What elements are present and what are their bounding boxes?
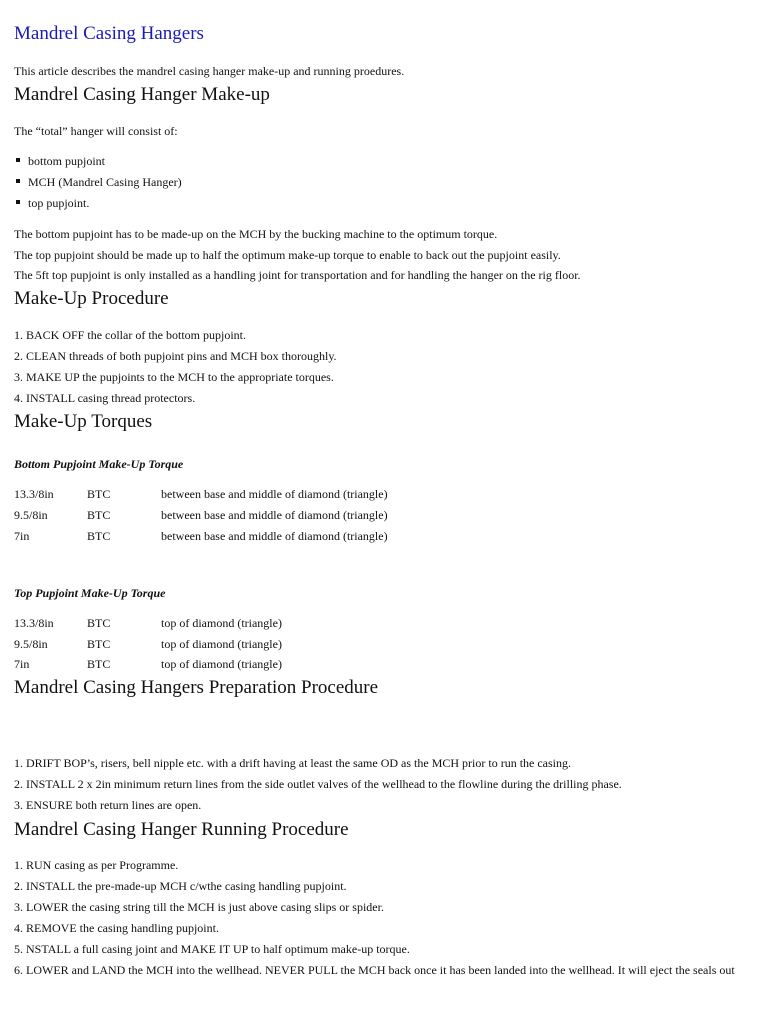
table-cell-thread: BTC xyxy=(87,616,111,630)
procedure-step: 1. BACK OFF the collar of the bottom pupjoint. xyxy=(14,328,246,342)
bottom-torque-heading: Bottom Pupjoint Make-Up Torque xyxy=(14,457,184,471)
makeup-lead: The “total” hanger will consist of: xyxy=(14,124,178,138)
bullet-icon xyxy=(16,179,20,183)
table-cell-thread: BTC xyxy=(87,487,111,501)
running-step: 3. LOWER the casing string till the MCH is just above casing slips or spider. xyxy=(14,900,384,914)
table-cell-thread: BTC xyxy=(87,657,111,671)
page-title: Mandrel Casing Hangers xyxy=(14,23,204,44)
top-torque-heading: Top Pupjoint Make-Up Torque xyxy=(14,586,166,600)
table-cell-torque: top of diamond (triangle) xyxy=(161,637,282,651)
preparation-step: 3. ENSURE both return lines are open. xyxy=(14,798,202,812)
preparation-step: 2. INSTALL 2 x 2in minimum return lines from the side outlet valves of the wellhead to the flowline during the drilling phase. xyxy=(14,777,622,791)
running-step: 2. INSTALL the pre-made-up MCH c/wthe casing handling pupjoint. xyxy=(14,879,347,893)
table-cell-size: 13.3/8in xyxy=(14,487,54,501)
table-cell-torque: between base and middle of diamond (triangle) xyxy=(161,508,388,522)
running-step: 6. LOWER and LAND the MCH into the wellhead. NEVER PULL the MCH back once it has been landed into the wellhead. It will eject the seals out xyxy=(14,963,735,977)
table-cell-size: 7in xyxy=(14,529,30,543)
procedure-step: 4. INSTALL casing thread protectors. xyxy=(14,391,196,405)
table-cell-thread: BTC xyxy=(87,637,111,651)
table-cell-size: 13.3/8in xyxy=(14,616,54,630)
makeup-paragraph: The bottom pupjoint has to be made-up on the MCH by the bucking machine to the optimum torque. xyxy=(14,227,498,241)
table-cell-torque: between base and middle of diamond (triangle) xyxy=(161,529,388,543)
list-item-text: bottom pupjoint xyxy=(28,154,106,168)
list-item xyxy=(16,174,182,190)
table-cell-size: 9.5/8in xyxy=(14,508,48,522)
makeup-paragraph: The 5ft top pupjoint is only installed as a handling joint for transportation and for handling the hanger on the rig floor. xyxy=(14,268,581,282)
list-item-text: MCH (Mandrel Casing Hanger) xyxy=(28,175,182,189)
running-step: 4. REMOVE the casing handling pupjoint. xyxy=(14,921,219,935)
procedure-step: 2. CLEAN threads of both pupjoint pins and MCH box thoroughly. xyxy=(14,349,337,363)
intro-text: This article describes the mandrel casing hanger make-up and running proedures. xyxy=(14,64,405,78)
table-cell-thread: BTC xyxy=(87,508,111,522)
makeup-heading: Mandrel Casing Hanger Make-up xyxy=(14,84,270,105)
bullet-icon xyxy=(16,200,20,204)
list-item xyxy=(16,195,89,211)
table-cell-size: 9.5/8in xyxy=(14,637,48,651)
table-cell-torque: top of diamond (triangle) xyxy=(161,616,282,630)
procedure-step: 3. MAKE UP the pupjoints to the MCH to the appropriate torques. xyxy=(14,370,334,384)
torques-heading: Make-Up Torques xyxy=(14,411,153,432)
procedure-heading: Make-Up Procedure xyxy=(14,288,169,309)
running-step: 1. RUN casing as per Programme. xyxy=(14,858,179,872)
running-heading: Mandrel Casing Hanger Running Procedure xyxy=(14,819,349,840)
table-cell-thread: BTC xyxy=(87,529,111,543)
list-item-text: top pupjoint. xyxy=(28,196,90,210)
makeup-paragraph: The top pupjoint should be made up to half the optimum make-up torque to enable to back out the pupjoint easily. xyxy=(14,248,561,262)
table-cell-size: 7in xyxy=(14,657,30,671)
table-cell-torque: between base and middle of diamond (triangle) xyxy=(161,487,388,501)
running-step: 5. NSTALL a full casing joint and MAKE IT UP to half optimum make-up torque. xyxy=(14,942,410,956)
bullet-icon xyxy=(16,158,20,162)
preparation-heading: Mandrel Casing Hangers Preparation Procedure xyxy=(14,677,379,698)
table-cell-torque: top of diamond (triangle) xyxy=(161,657,282,671)
list-item xyxy=(16,153,105,169)
preparation-step: 1. DRIFT BOP’s, risers, bell nipple etc. with a drift having at least the same OD as the MCH prior to run the casing. xyxy=(14,756,572,770)
